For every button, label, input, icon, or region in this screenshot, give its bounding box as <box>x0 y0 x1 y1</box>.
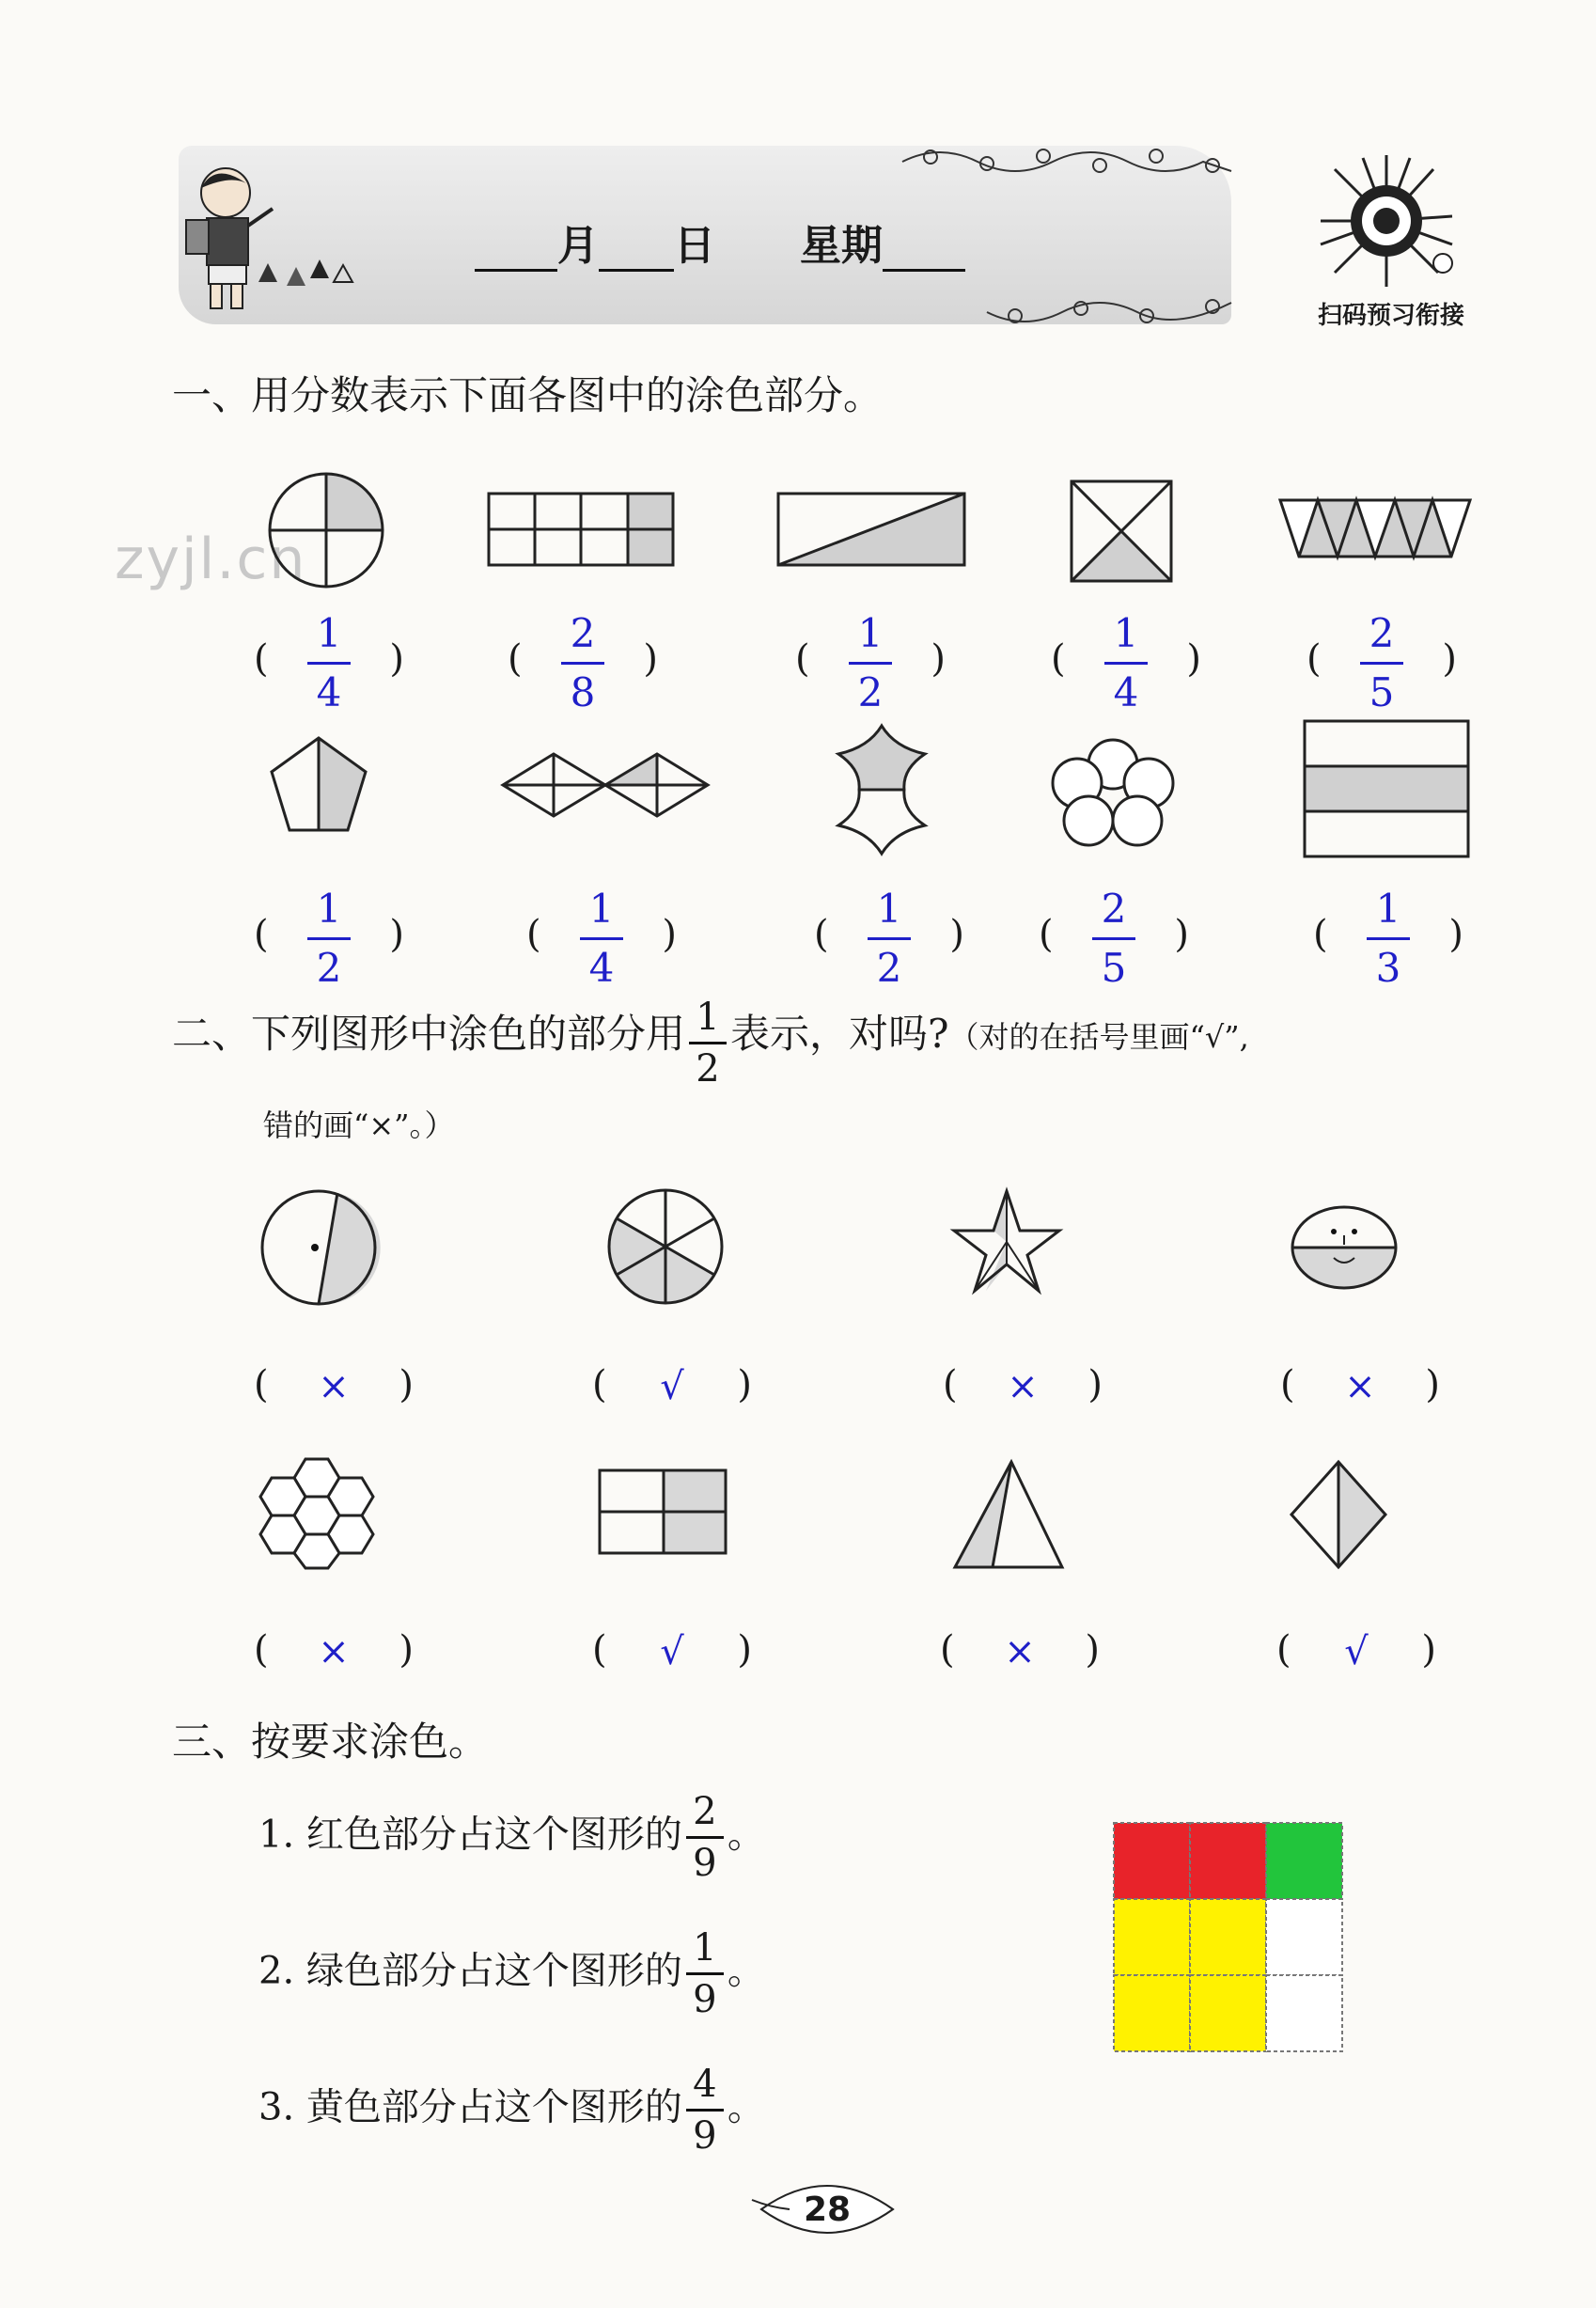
fraction <box>1365 887 1412 991</box>
paren-close: ) <box>1085 1628 1100 1672</box>
fraction-numerator: 1 <box>1375 886 1401 932</box>
answer-7[interactable] <box>526 887 677 990</box>
hexagon-cluster-shape <box>258 1457 375 1570</box>
section2-instruction-a: （对的在括号里画“√”, <box>948 1019 1249 1055</box>
answer-mark: √ <box>1344 1630 1369 1673</box>
answer-mark: √ <box>660 1630 684 1673</box>
paren-close: ) <box>389 637 404 681</box>
circle-quarters-shape <box>268 472 384 589</box>
answer-3[interactable] <box>795 611 946 714</box>
fraction-numerator: 1 <box>696 996 720 1039</box>
three-stripes-shape <box>1303 719 1470 858</box>
paren-open: ( <box>254 637 269 681</box>
fraction <box>1103 611 1150 715</box>
fraction-bar <box>686 2109 724 2112</box>
answer-6[interactable] <box>254 887 404 990</box>
paren-open: ( <box>1307 637 1322 681</box>
section2-title-before: 二、下列图形中涂色的部分用 <box>172 1011 686 1057</box>
fraction-denominator: 8 <box>570 669 596 715</box>
mark-6[interactable] <box>592 1628 752 1685</box>
mark-4[interactable] <box>1280 1363 1440 1420</box>
fraction-numerator: 2 <box>1101 886 1127 932</box>
fraction-bar <box>580 937 623 940</box>
fraction <box>305 611 352 715</box>
fraction <box>847 611 894 715</box>
paren-close: ) <box>399 1628 414 1672</box>
date-row <box>475 212 965 268</box>
section3-item-3 <box>258 2064 765 2157</box>
fraction <box>305 887 352 991</box>
square-x-shape <box>1070 479 1173 583</box>
fraction-numerator: 4 <box>693 2063 717 2106</box>
paren-open: ( <box>940 1628 955 1672</box>
answer-9[interactable] <box>1039 887 1189 990</box>
qr-code-icon[interactable] <box>1311 150 1462 291</box>
fraction-numerator: 2 <box>693 1790 717 1833</box>
fraction-denominator: 3 <box>1375 945 1401 991</box>
item-fraction <box>686 1791 724 1884</box>
answer-5[interactable] <box>1307 611 1457 714</box>
answer-mark: × <box>1344 1365 1376 1408</box>
fraction-denominator: 4 <box>588 945 615 991</box>
fraction-denominator: 5 <box>1101 945 1127 991</box>
paren-open: ( <box>254 913 269 956</box>
item-fraction <box>686 1927 724 2020</box>
trapezoid-triangles-shape <box>1278 498 1472 560</box>
day-blank[interactable] <box>599 228 674 272</box>
fraction-bar <box>1367 937 1410 940</box>
fraction-bar <box>868 937 911 940</box>
day-label: 日 <box>674 222 715 270</box>
paren-open: ( <box>1051 637 1066 681</box>
rectangle-quarters-shape <box>598 1468 728 1555</box>
fraction-denominator: 2 <box>857 669 884 715</box>
fraction-denominator: 4 <box>316 669 342 715</box>
qr-caption: 扫码预习衔接 <box>1317 302 1464 330</box>
fraction-numerator: 1 <box>316 886 342 932</box>
mark-5[interactable] <box>254 1628 414 1685</box>
fraction-bar <box>849 662 892 665</box>
grid-cell-yellow[interactable] <box>1190 1899 1266 1975</box>
answer-mark: × <box>1004 1630 1036 1673</box>
fraction-bar <box>1092 937 1135 940</box>
bowtie-shape <box>501 752 710 818</box>
paren-close: ) <box>1421 1628 1436 1672</box>
weekday-label: 星期 <box>800 222 883 270</box>
answer-8[interactable] <box>814 887 964 990</box>
boy-illustration <box>179 160 291 315</box>
flower-decoration <box>987 293 1231 331</box>
rectangle-diagonal-shape <box>776 492 966 567</box>
fraction-numerator: 1 <box>876 886 902 932</box>
answer-10[interactable] <box>1313 887 1463 990</box>
fraction <box>866 887 913 991</box>
item-fraction <box>686 2064 724 2157</box>
grid-cell-yellow[interactable] <box>1190 1975 1266 2051</box>
fraction-bar <box>689 1042 727 1044</box>
circle-sixths-shape <box>607 1188 724 1305</box>
fraction-bar <box>686 1836 724 1839</box>
fraction-denominator: 9 <box>693 1842 717 1885</box>
paren-close: ) <box>1087 1363 1103 1406</box>
section1-title: 一、用分数表示下面各图中的涂色部分。 <box>172 372 884 418</box>
star-shape <box>952 1187 1061 1295</box>
answer-mark: × <box>1007 1365 1039 1408</box>
fraction-denominator: 9 <box>693 1978 717 2021</box>
item-text: 3. 黄色部分占这个图形的 <box>258 2085 682 2129</box>
fraction-numerator: 2 <box>570 610 596 656</box>
paren-close: ) <box>1448 913 1463 956</box>
fraction-numerator: 1 <box>693 1926 717 1970</box>
section3-title: 三、按要求涂色。 <box>172 1719 489 1765</box>
curved-star-shape <box>837 724 927 856</box>
paren-close: ) <box>949 913 964 956</box>
fraction <box>578 887 625 991</box>
fraction-numerator: 1 <box>857 610 884 656</box>
mark-2[interactable] <box>592 1363 752 1420</box>
fraction <box>559 611 606 715</box>
section2-title-after: 表示，对吗? <box>730 1011 949 1057</box>
flower-decoration <box>902 143 1231 181</box>
paren-open: ( <box>592 1363 607 1406</box>
answer-mark: √ <box>660 1365 684 1408</box>
paren-open: ( <box>943 1363 958 1406</box>
item-suffix: 。 <box>727 1949 765 1993</box>
grid-cell-green[interactable] <box>1266 1823 1342 1899</box>
paren-open: ( <box>254 1628 269 1672</box>
fraction-denominator: 4 <box>1113 669 1139 715</box>
item-text: 1. 红色部分占这个图形的 <box>258 1813 682 1857</box>
fraction-bar <box>1360 662 1403 665</box>
answer-2[interactable] <box>508 611 658 714</box>
paren-open: ( <box>1039 913 1054 956</box>
paren-close: ) <box>643 637 658 681</box>
answer-mark: × <box>318 1630 350 1673</box>
circle-offcenter-shape <box>260 1189 377 1306</box>
fraction-numerator: 1 <box>588 886 615 932</box>
paren-close: ) <box>931 637 946 681</box>
month-label: 月 <box>557 222 599 270</box>
rectangle-eighths-shape <box>487 492 675 567</box>
section2-instruction-b: 错的画“×”。） <box>263 1107 455 1143</box>
paren-open: ( <box>814 913 829 956</box>
fraction <box>1358 611 1405 715</box>
fraction-bar <box>1104 662 1148 665</box>
paren-open: ( <box>1276 1628 1291 1672</box>
item-text: 2. 绿色部分占这个图形的 <box>258 1949 682 1993</box>
fraction-denominator: 2 <box>876 945 902 991</box>
five-circles-shape <box>1051 738 1175 849</box>
item-suffix: 。 <box>727 2085 765 2129</box>
smiley-face-shape <box>1291 1205 1398 1290</box>
pentagon-shape <box>270 736 368 834</box>
section3-item-1 <box>258 1791 765 1884</box>
coloring-grid[interactable] <box>1112 1821 1347 2052</box>
fraction-numerator: 2 <box>1369 610 1395 656</box>
grid-cell-yellow[interactable] <box>1114 1975 1190 2051</box>
month-blank[interactable] <box>475 228 557 272</box>
paren-open: ( <box>508 637 523 681</box>
paren-close: ) <box>737 1363 752 1406</box>
mark-8[interactable] <box>1276 1628 1436 1685</box>
fraction-denominator: 2 <box>696 1047 720 1091</box>
grid-cell-white[interactable] <box>1266 1975 1342 2051</box>
fraction-denominator: 2 <box>316 945 342 991</box>
answer-mark: × <box>318 1365 350 1408</box>
section2-title <box>172 997 1249 1090</box>
paren-close: ) <box>737 1628 752 1672</box>
watermark: zyjl.cn <box>115 526 307 592</box>
fraction-numerator: 1 <box>316 610 342 656</box>
mark-1[interactable] <box>254 1363 414 1420</box>
paren-close: ) <box>1425 1363 1440 1406</box>
grid-cell-red[interactable] <box>1114 1823 1190 1899</box>
triangle-decoration <box>254 254 357 291</box>
paren-close: ) <box>1174 913 1189 956</box>
fraction-bar <box>686 1972 724 1975</box>
mark-3[interactable] <box>943 1363 1103 1420</box>
diamond-shape <box>1290 1460 1387 1569</box>
grid-cell-white[interactable] <box>1266 1899 1342 1975</box>
fraction-denominator: 9 <box>693 2114 717 2158</box>
fraction-bar <box>307 662 351 665</box>
paren-close: ) <box>1186 637 1201 681</box>
fraction <box>1090 887 1137 991</box>
answer-4[interactable] <box>1051 611 1201 714</box>
fraction-numerator: 1 <box>1113 610 1139 656</box>
paren-close: ) <box>1442 637 1457 681</box>
paren-open: ( <box>795 637 810 681</box>
paren-open: ( <box>526 913 541 956</box>
answer-1[interactable] <box>254 611 404 714</box>
triangle-split-shape <box>953 1460 1064 1569</box>
paren-open: ( <box>254 1363 269 1406</box>
paren-close: ) <box>399 1363 414 1406</box>
paren-open: ( <box>1313 913 1328 956</box>
page-number: 28 <box>803 2190 852 2229</box>
paren-open: ( <box>1280 1363 1295 1406</box>
weekday-blank[interactable] <box>883 228 965 272</box>
paren-open: ( <box>592 1628 607 1672</box>
section2-title-fraction <box>689 997 727 1090</box>
paren-close: ) <box>662 913 677 956</box>
fraction-denominator: 5 <box>1369 669 1395 715</box>
grid-cell-yellow[interactable] <box>1114 1899 1190 1975</box>
item-suffix: 。 <box>727 1813 765 1857</box>
mark-7[interactable] <box>940 1628 1100 1685</box>
section3-item-2 <box>258 1927 765 2020</box>
grid-cell-red[interactable] <box>1190 1823 1266 1899</box>
fraction-bar <box>561 662 604 665</box>
paren-close: ) <box>389 913 404 956</box>
fraction-bar <box>307 937 351 940</box>
